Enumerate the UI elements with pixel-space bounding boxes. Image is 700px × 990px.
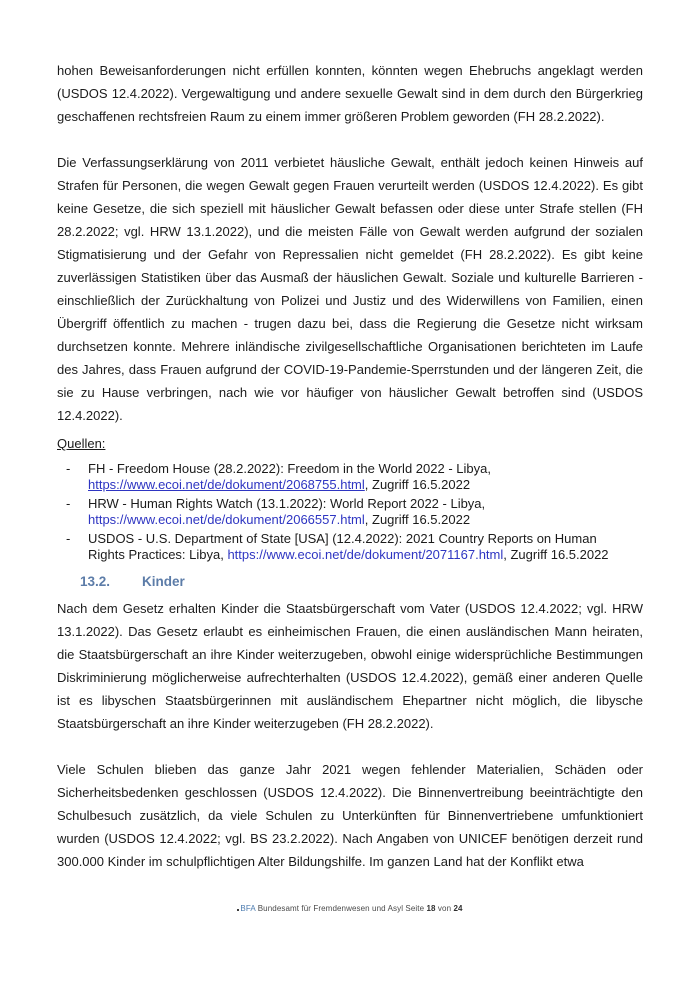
page-footer xyxy=(0,903,700,915)
section-heading-kinder xyxy=(57,573,643,591)
paragraph-domestic-violence: Die Verfassungserklärung von 2011 verbietet häusliche Gewalt, enthält jedoch keinen Hinweis auf Strafen für Personen, die wegen Gewalt gegen Frauen verurteilt werden (USDOS 12.4.2022). Es gibt keine Gesetze, die sich speziell mit häuslicher Gewalt befassen oder diese unter Strafe stellen (FH 28.2.2022; vgl. HRW 13.1.2022), und die meisten Fälle von Gewalt werden aufgrund der sozialen Stigmatisierung und der Gefahr von Repressalien nicht gemeldet (FH 28.2.2022). Es gibt keine zuverlässigen Statistiken über das Ausmaß der häuslichen Gewalt. Soziale und kulturelle Barrieren - einschließlich der Zurückhaltung von Polizei und Justiz und des Widerwillens von Familien, einen Übergriff öffentlich zu machen - trugen dazu bei, dass die Regierung die Gesetze nicht wirksam durchsetzen konnte. Mehrere inländische zivilgesellschaftliche Organisationen berichteten im Laufe des Jahres, dass Frauen aufgrund der COVID-19-Pandemie-Sperrstunden und der längeren Zeit, die sie zu Hause verbringen, nach wie vor häufiger von häuslicher Gewalt betroffen sind (USDOS 12.4.2022). xyxy=(57,155,643,423)
section-number: 13.2. xyxy=(80,574,111,589)
source-text: HRW - Human Rights Watch (13.1.2022): World Report 2022 - Libya, xyxy=(88,496,486,511)
sources-heading: Quellen: xyxy=(57,436,106,451)
footer-page-total: 24 xyxy=(453,904,463,913)
list-bullet: - xyxy=(66,496,71,511)
source-item-fh xyxy=(57,461,643,493)
bfa-logo-text: BFA xyxy=(240,904,256,913)
section-title: Kinder xyxy=(142,574,185,589)
source-text: Rights Practices: Libya, xyxy=(88,547,228,562)
list-bullet: - xyxy=(66,531,71,546)
footer-page-number: 18 xyxy=(426,904,436,913)
source-text: USDOS - U.S. Department of State [USA] (12.4.2022): 2021 Country Reports on Human xyxy=(88,531,597,546)
footer-org-name: Bundesamt für Fremdenwesen und Asyl xyxy=(257,904,404,913)
footer-of-word: von xyxy=(437,904,452,913)
source-suffix: , Zugriff 16.5.2022 xyxy=(364,512,471,527)
source-item-usdos xyxy=(57,531,643,563)
source-link-hrw[interactable]: https://www.ecoi.net/de/dokument/2066557.html xyxy=(88,512,365,527)
source-suffix: , Zugriff 16.5.2022 xyxy=(364,477,471,492)
sources-list xyxy=(57,461,643,563)
source-suffix: , Zugriff 16.5.2022 xyxy=(503,547,609,562)
paragraph-citizenship: Nach dem Gesetz erhalten Kinder die Staatsbürgerschaft vom Vater (USDOS 12.4.2022; vgl. HRW 13.1.2022). Das Gesetz erlaubt es einheimischen Frauen, die einen ausländischen Mann heiraten, die Staatsbürgerschaft an ihre Kinder weiterzugeben, obwohl einige widersprüchliche Bestimmungen Diskriminierung möglicherweise aufrechterhalten (USDOS 12.4.2022), gemäß einer anderen Quelle ist es libyschen Staatsbürgerinnen mit ausländischem Ehepartner nicht möglich, die libysche Staatsbürgerschaft an ihre Kinder weiterzugeben (FH 28.2.2022). xyxy=(57,601,643,731)
paragraph-adultery-rape: hohen Beweisanforderungen nicht erfüllen konnten, könnten wegen Ehebruchs angeklagt werden (USDOS 12.4.2022). Vergewaltigung und andere sexuelle Gewalt sind in dem durch den Bürgerkrieg geschaffenen rechtsfreien Raum zu einem immer größeren Problem geworden (FH 28.2.2022). xyxy=(57,63,643,124)
list-bullet: - xyxy=(66,461,71,476)
footer-page-word: Seite xyxy=(405,904,425,913)
source-link-usdos[interactable]: https://www.ecoi.net/de/dokument/2071167.html xyxy=(227,547,504,562)
source-link-fh[interactable]: https://www.ecoi.net/de/dokument/2068755.html xyxy=(88,477,365,492)
source-item-hrw xyxy=(57,496,643,528)
source-text: FH - Freedom House (28.2.2022): Freedom in the World 2022 - Libya, xyxy=(88,461,491,476)
paragraph-schools: Viele Schulen blieben das ganze Jahr 2021 wegen fehlender Materialien, Schäden oder Sicherheitsbedenken geschlossen (USDOS 12.4.2022). Die Binnenvertreibung beeinträchtigte den Schulbesuch zusätzlich, da viele Schulen zu Unterkünften für Binnenvertriebene umfunktioniert wurden (USDOS 12.4.2022; vgl. BS 23.2.2022). Nach Angaben von UNICEF benötigen derzeit rund 300.000 Kinder im schulpflichtigen Alter Bildungshilfe. Im ganzen Land hat der Konflikt etwa xyxy=(57,762,643,869)
